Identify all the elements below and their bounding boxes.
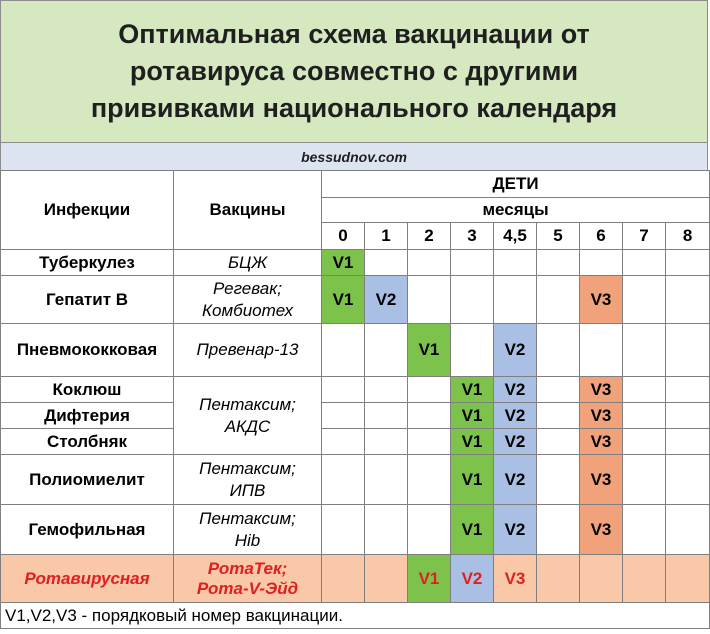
dose-cell: V1: [322, 250, 365, 276]
empty-cell: [365, 429, 408, 455]
table-row-pertussis: [1, 377, 710, 403]
empty-cell: [322, 324, 365, 377]
month-col-4-5: 4,5: [494, 223, 537, 250]
empty-cell: [451, 324, 494, 377]
dose-cell: V1: [451, 505, 494, 555]
empty-cell: [365, 555, 408, 603]
infection-name: Гемофильная: [1, 505, 174, 555]
vaccine-line: РотаТек;: [207, 558, 288, 578]
empty-cell: [537, 455, 580, 505]
dose-cell: V2: [451, 555, 494, 603]
dose-cell: V2: [494, 455, 537, 505]
empty-cell: [623, 276, 666, 324]
infection-name: Дифтерия: [1, 403, 174, 429]
vaccine-line: Пентаксим;: [199, 394, 296, 414]
header-infections: Инфекции: [1, 171, 174, 250]
vaccine-line: Пентаксим;: [199, 458, 296, 478]
empty-cell: [365, 403, 408, 429]
dose-cell: V1: [451, 455, 494, 505]
page-title: [0, 0, 708, 143]
empty-cell: [494, 276, 537, 324]
infection-name: Столбняк: [1, 429, 174, 455]
header-row-children: [1, 171, 710, 198]
dose-cell: V2: [494, 377, 537, 403]
table-row-tuberculosis: [1, 250, 710, 276]
empty-cell: [537, 377, 580, 403]
empty-cell: [666, 429, 710, 455]
empty-cell: [365, 505, 408, 555]
header-months: месяцы: [322, 198, 710, 223]
month-col-6: 6: [580, 223, 623, 250]
infection-name: Пневмококковая: [1, 324, 174, 377]
empty-cell: [666, 403, 710, 429]
empty-cell: [580, 555, 623, 603]
infection-name: Туберкулез: [1, 250, 174, 276]
empty-cell: [623, 403, 666, 429]
empty-cell: [537, 429, 580, 455]
empty-cell: [580, 250, 623, 276]
title-line-3: прививками национального календаря: [90, 93, 618, 123]
infection-name: Гепатит В: [1, 276, 174, 324]
footer-row: [1, 603, 710, 629]
footer-note: V1,V2,V3 - порядковый номер вакцинации.: [1, 603, 710, 629]
empty-cell: [623, 377, 666, 403]
vaccine-line: Регевак;: [213, 278, 282, 298]
title-line-1: Оптимальная схема вакцинации от: [118, 19, 590, 49]
infection-name: Коклюш: [1, 377, 174, 403]
empty-cell: [451, 276, 494, 324]
dose-cell: V2: [494, 403, 537, 429]
month-col-7: 7: [623, 223, 666, 250]
vaccine-line: ИПВ: [229, 480, 266, 500]
empty-cell: [666, 555, 710, 603]
empty-cell: [322, 403, 365, 429]
empty-cell: [537, 250, 580, 276]
empty-cell: [623, 555, 666, 603]
vaccine-name: [174, 377, 322, 455]
dose-cell: V1: [408, 555, 451, 603]
empty-cell: [537, 403, 580, 429]
empty-cell: [537, 324, 580, 377]
dose-cell: V1: [451, 377, 494, 403]
dose-cell: V1: [451, 403, 494, 429]
empty-cell: [623, 250, 666, 276]
empty-cell: [322, 377, 365, 403]
empty-cell: [666, 276, 710, 324]
month-col-8: 8: [666, 223, 710, 250]
empty-cell: [580, 324, 623, 377]
empty-cell: [322, 555, 365, 603]
vaccine-line: АКДС: [224, 416, 271, 436]
empty-cell: [666, 324, 710, 377]
empty-cell: [623, 505, 666, 555]
vaccine-name: [174, 555, 322, 603]
empty-cell: [408, 505, 451, 555]
empty-cell: [408, 276, 451, 324]
empty-cell: [408, 403, 451, 429]
empty-cell: [365, 455, 408, 505]
vaccination-table: [0, 170, 710, 629]
table-row-polio: [1, 455, 710, 505]
infection-name: Полиомиелит: [1, 455, 174, 505]
vaccine-name: [174, 505, 322, 555]
header-children: ДЕТИ: [322, 171, 710, 198]
vaccine-name: БЦЖ: [174, 250, 322, 276]
vaccine-line: Пентаксим;: [199, 508, 296, 528]
month-col-0: 0: [322, 223, 365, 250]
header-vaccines: Вакцины: [174, 171, 322, 250]
table-row-diphtheria: [1, 403, 710, 429]
empty-cell: [365, 377, 408, 403]
source-label: bessudnov.com: [0, 143, 708, 170]
empty-cell: [537, 505, 580, 555]
empty-cell: [408, 377, 451, 403]
table-row-rotavirus: [1, 555, 710, 603]
empty-cell: [494, 250, 537, 276]
dose-cell: V2: [494, 324, 537, 377]
dose-cell: V3: [580, 276, 623, 324]
dose-cell: V1: [408, 324, 451, 377]
month-col-5: 5: [537, 223, 580, 250]
vaccine-name: [174, 276, 322, 324]
empty-cell: [537, 276, 580, 324]
dose-cell: V3: [580, 455, 623, 505]
dose-cell: V3: [580, 377, 623, 403]
empty-cell: [408, 250, 451, 276]
empty-cell: [666, 455, 710, 505]
dose-cell: V2: [494, 429, 537, 455]
vaccine-name: [174, 455, 322, 505]
title-text: [91, 16, 617, 127]
vaccine-line: Hib: [234, 530, 261, 550]
table-row-pneumococcal: [1, 324, 710, 377]
empty-cell: [666, 377, 710, 403]
empty-cell: [408, 429, 451, 455]
month-col-3: 3: [451, 223, 494, 250]
dose-cell: V3: [580, 403, 623, 429]
dose-cell: V3: [494, 555, 537, 603]
table-row-tetanus: [1, 429, 710, 455]
empty-cell: [451, 250, 494, 276]
table-row-hepatitis-b: [1, 276, 710, 324]
empty-cell: [623, 429, 666, 455]
dose-cell: V3: [580, 505, 623, 555]
empty-cell: [365, 250, 408, 276]
vaccine-name: Превенар-13: [174, 324, 322, 377]
dose-cell: V1: [322, 276, 365, 324]
month-col-1: 1: [365, 223, 408, 250]
empty-cell: [537, 555, 580, 603]
vaccine-line: Рота-V-Эйд: [196, 578, 299, 598]
title-line-2: ротавируса совместно с другими: [129, 56, 579, 86]
empty-cell: [322, 505, 365, 555]
empty-cell: [623, 455, 666, 505]
dose-cell: V2: [365, 276, 408, 324]
month-col-2: 2: [408, 223, 451, 250]
empty-cell: [322, 455, 365, 505]
empty-cell: [322, 429, 365, 455]
vaccine-line: Комбиотех: [202, 300, 293, 320]
table-row-hib: [1, 505, 710, 555]
empty-cell: [408, 455, 451, 505]
empty-cell: [666, 250, 710, 276]
dose-cell: V3: [580, 429, 623, 455]
empty-cell: [666, 505, 710, 555]
infection-name: Ротавирусная: [1, 555, 174, 603]
empty-cell: [365, 324, 408, 377]
empty-cell: [623, 324, 666, 377]
dose-cell: V2: [494, 505, 537, 555]
dose-cell: V1: [451, 429, 494, 455]
